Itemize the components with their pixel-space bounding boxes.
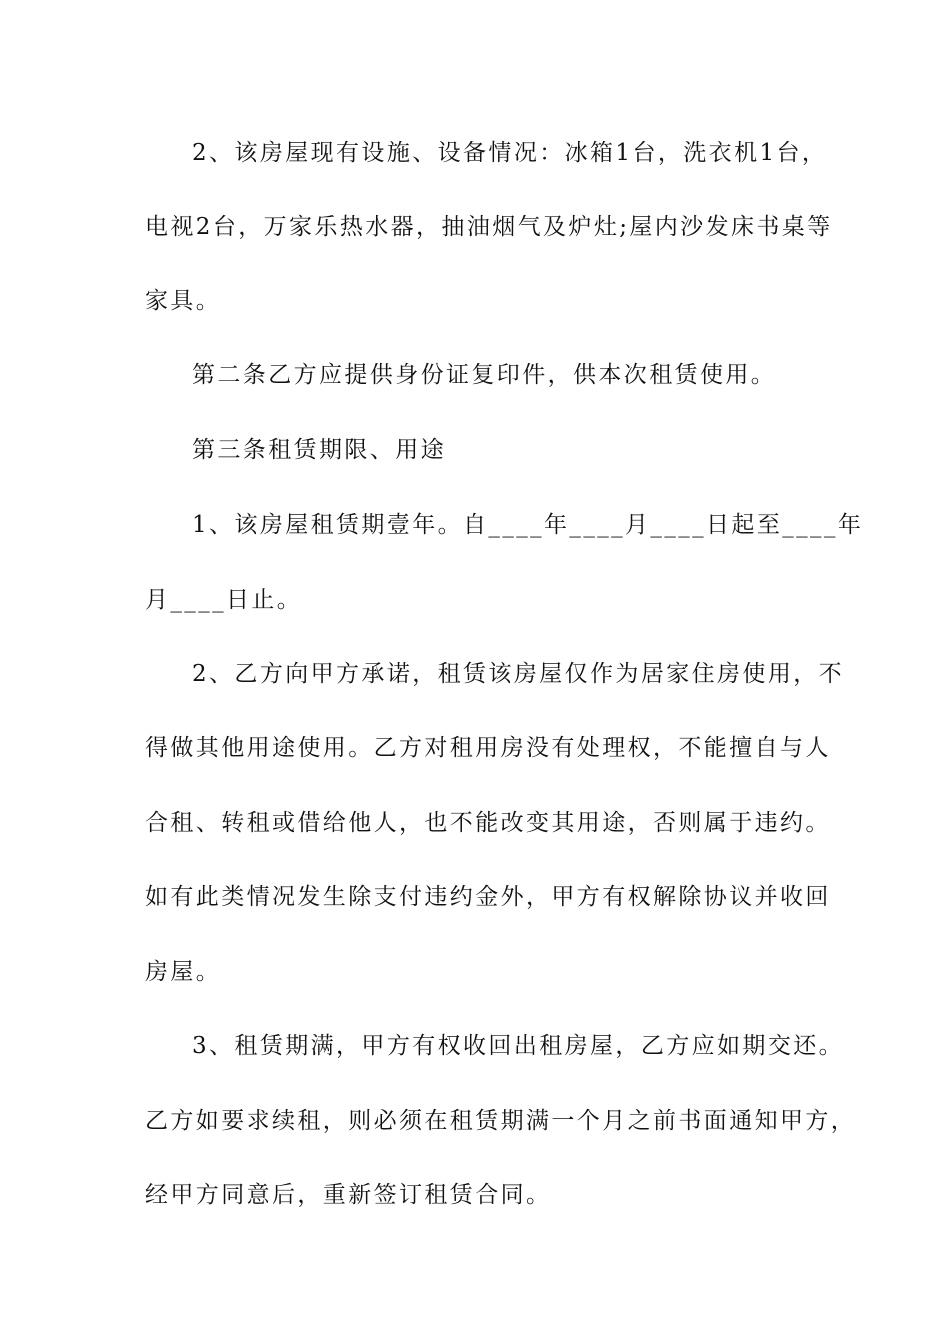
text-line-article-two: 第二条乙方应提供身份证复印件，供本次租赁使用。 (192, 362, 777, 388)
text-line-lease-term-end: 月____日止。 (145, 587, 303, 613)
text-line-lease-expiry: 3、租赁期满，甲方有权收回出租房屋，乙方应如期交还。 (192, 1033, 845, 1059)
text-line-sublet-restriction: 合租、转租或借给他人，也不能改变其用途，否则属于违约。 (145, 810, 831, 836)
text-line-renewal-notice: 乙方如要求续租，则必须在租赁期满一个月之前书面通知甲方， (145, 1108, 857, 1134)
text-line-usage-promise: 2、乙方向甲方承诺，租赁该房屋仅作为居家住房使用，不 (192, 661, 845, 687)
text-line-facilities-cont: 电视2台，万家乐热水器，抽油烟气及炉灶;屋内沙发床书桌等 (145, 214, 833, 240)
text-line-breach-remedy-end: 房屋。 (145, 959, 222, 985)
text-line-facilities: 2、该房屋现有设施、设备情况：冰箱1台，洗衣机1台， (192, 140, 828, 166)
text-line-usage-restriction: 得做其他用途使用。乙方对租用房没有处理权，不能擅自与人 (145, 735, 831, 761)
text-line-renewal-contract: 经甲方同意后，重新签订租赁合同。 (145, 1182, 552, 1208)
text-line-article-three-heading: 第三条租赁期限、用途 (192, 437, 446, 463)
text-line-facilities-end: 家具。 (145, 288, 222, 314)
text-line-lease-term: 1、该房屋租赁期壹年。自____年____月____日起至____年 (192, 512, 864, 538)
text-line-breach-remedy: 如有此类情况发生除支付违约金外，甲方有权解除协议并收回 (145, 884, 831, 910)
